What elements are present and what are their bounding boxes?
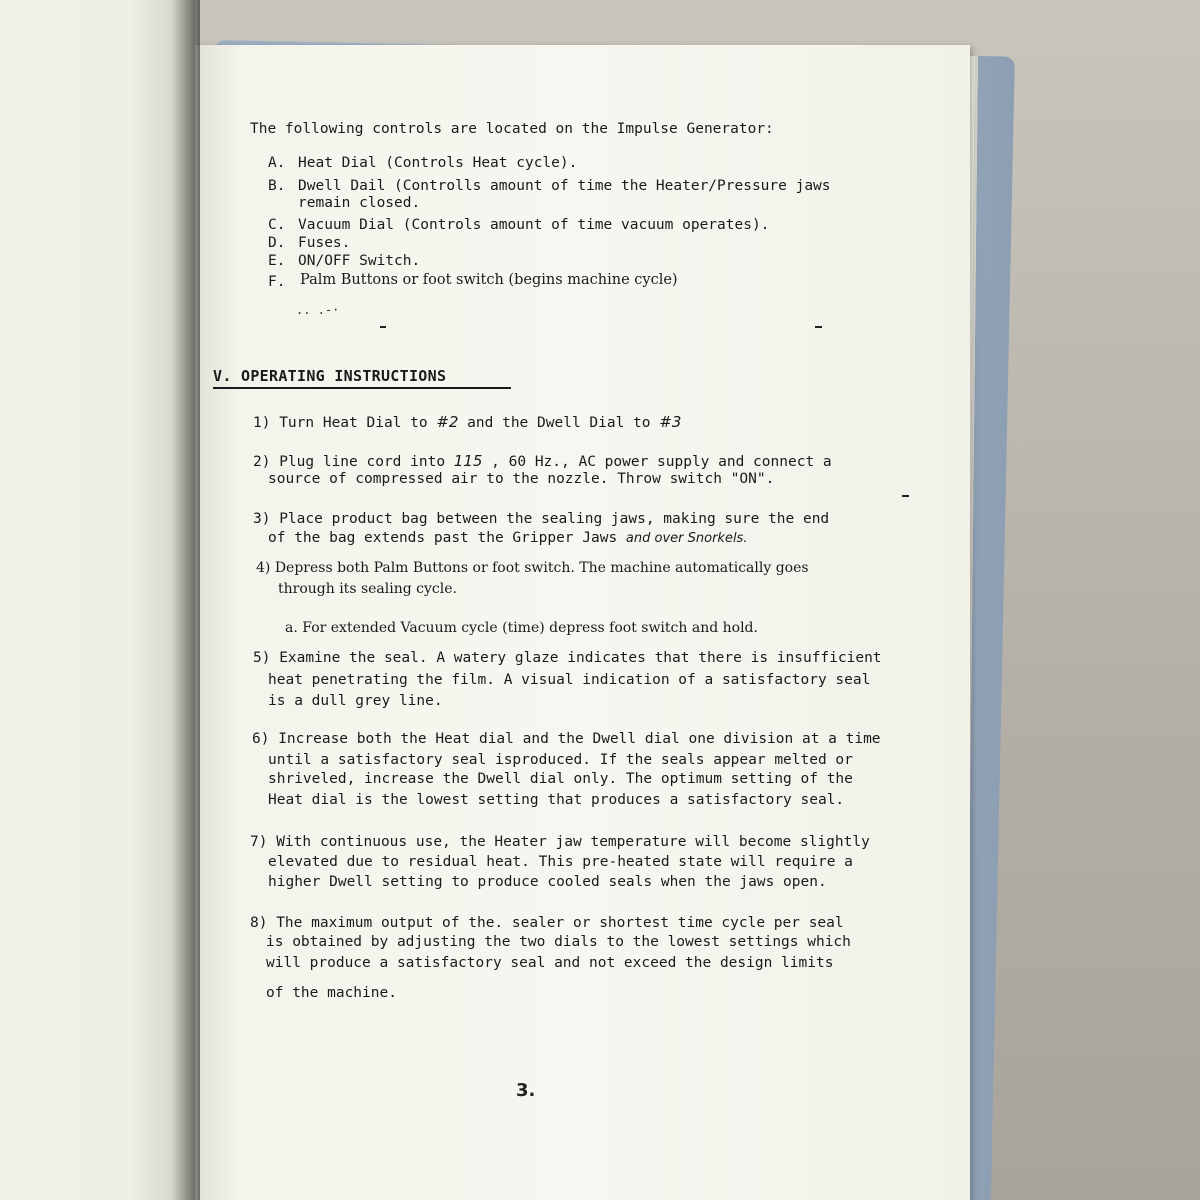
step-2-text-a: 2) Plug line cord into	[253, 454, 454, 470]
step-2-voltage: 115	[453, 452, 483, 470]
control-item-b-cont: remain closed.	[298, 195, 421, 211]
step-2-line-2: source of compressed air to the nozzle. Throw switch "ON".	[268, 471, 775, 487]
control-letter-f: F.	[268, 274, 286, 290]
control-item-a: Heat Dial (Controls Heat cycle).	[298, 155, 578, 171]
step-6-line-4: Heat dial is the lowest setting that produces a satisfactory seal.	[268, 792, 845, 808]
step-6-line-1: 6) Increase both the Heat dial and the Dwell dial one division at a time	[252, 731, 881, 747]
step-7-line-1: 7) With continuous use, the Heater jaw temperature will become slightly	[250, 834, 870, 850]
control-item-c: Vacuum Dial (Controls amount of time vacuum operates).	[298, 217, 770, 233]
intro-text: The following controls are located on the Impulse Generator:	[250, 121, 774, 137]
step-1-dwell-value: #3	[659, 413, 682, 431]
step-4-line-2: through its sealing cycle.	[278, 581, 457, 597]
step-1-text-a: 1) Turn Heat Dial to	[253, 415, 437, 431]
step-5-line-2: heat penetrating the film. A visual indication of a satisfactory seal	[268, 672, 871, 688]
step-8-line-2: is obtained by adjusting the two dials to the lowest settings which	[266, 934, 851, 950]
step-2-line-1	[253, 452, 832, 470]
step-5-line-1: 5) Examine the seal. A watery glaze indicates that there is insufficient	[253, 650, 882, 666]
stray-tick	[380, 326, 386, 328]
step-3-line-1: 3) Place product bag between the sealing jaws, making sure the end	[253, 511, 830, 527]
step-3-handwritten: and over Snorkels.	[625, 531, 748, 546]
stray-marks: .. .-·	[296, 303, 340, 317]
control-item-b: Dwell Dail (Controlls amount of time the Heater/Pressure jaws	[298, 178, 831, 194]
step-1-text-c: and the Dwell Dial to	[458, 415, 660, 431]
step-1-heat-value: #2	[436, 413, 459, 431]
step-5-line-3: is a dull grey line.	[268, 693, 443, 709]
step-4a: a. For extended Vacuum cycle (time) depress foot switch and hold.	[285, 620, 758, 636]
section-title: OPERATING INSTRUCTIONS	[241, 367, 447, 385]
step-2-text-c: , 60 Hz., AC power supply and connect a	[482, 454, 832, 470]
stray-tick	[815, 326, 822, 328]
stray-tick	[902, 495, 909, 497]
step-1	[253, 413, 681, 431]
step-8-line-1: 8) The maximum output of the. sealer or shortest time cycle per seal	[250, 915, 844, 931]
step-8-line-3: will produce a satisfactory seal and not exceed the design limits	[266, 955, 834, 971]
step-3-line-2	[268, 530, 747, 546]
control-letter-c: C.	[268, 217, 286, 233]
control-letter-d: D.	[268, 235, 286, 251]
control-letter-a: A.	[268, 155, 286, 171]
step-3-text-a: of the bag extends past the Gripper Jaws	[268, 530, 626, 546]
section-number: V.	[213, 367, 232, 385]
control-letter-e: E.	[268, 253, 286, 269]
control-item-d: Fuses.	[298, 235, 351, 251]
step-6-line-3: shriveled, increase the Dwell dial only. The optimum setting of the	[268, 771, 853, 787]
step-7-line-2: elevated due to residual heat. This pre-heated state will require a	[268, 854, 853, 870]
page-number: 3.	[516, 1080, 536, 1101]
control-letter-b: B.	[268, 178, 286, 194]
step-4-line-1: 4) Depress both Palm Buttons or foot switch. The machine automatically goes	[256, 560, 809, 576]
section-heading	[213, 367, 511, 389]
step-6-line-2: until a satisfactory seal isproduced. If the seals appear melted or	[268, 752, 853, 768]
step-8-line-4: of the machine.	[266, 985, 397, 1001]
control-item-e: ON/OFF Switch.	[298, 253, 421, 269]
step-7-line-3: higher Dwell setting to produce cooled seals when the jaws open.	[268, 874, 827, 890]
control-item-f: Palm Buttons or foot switch (begins machine cycle)	[300, 272, 678, 288]
